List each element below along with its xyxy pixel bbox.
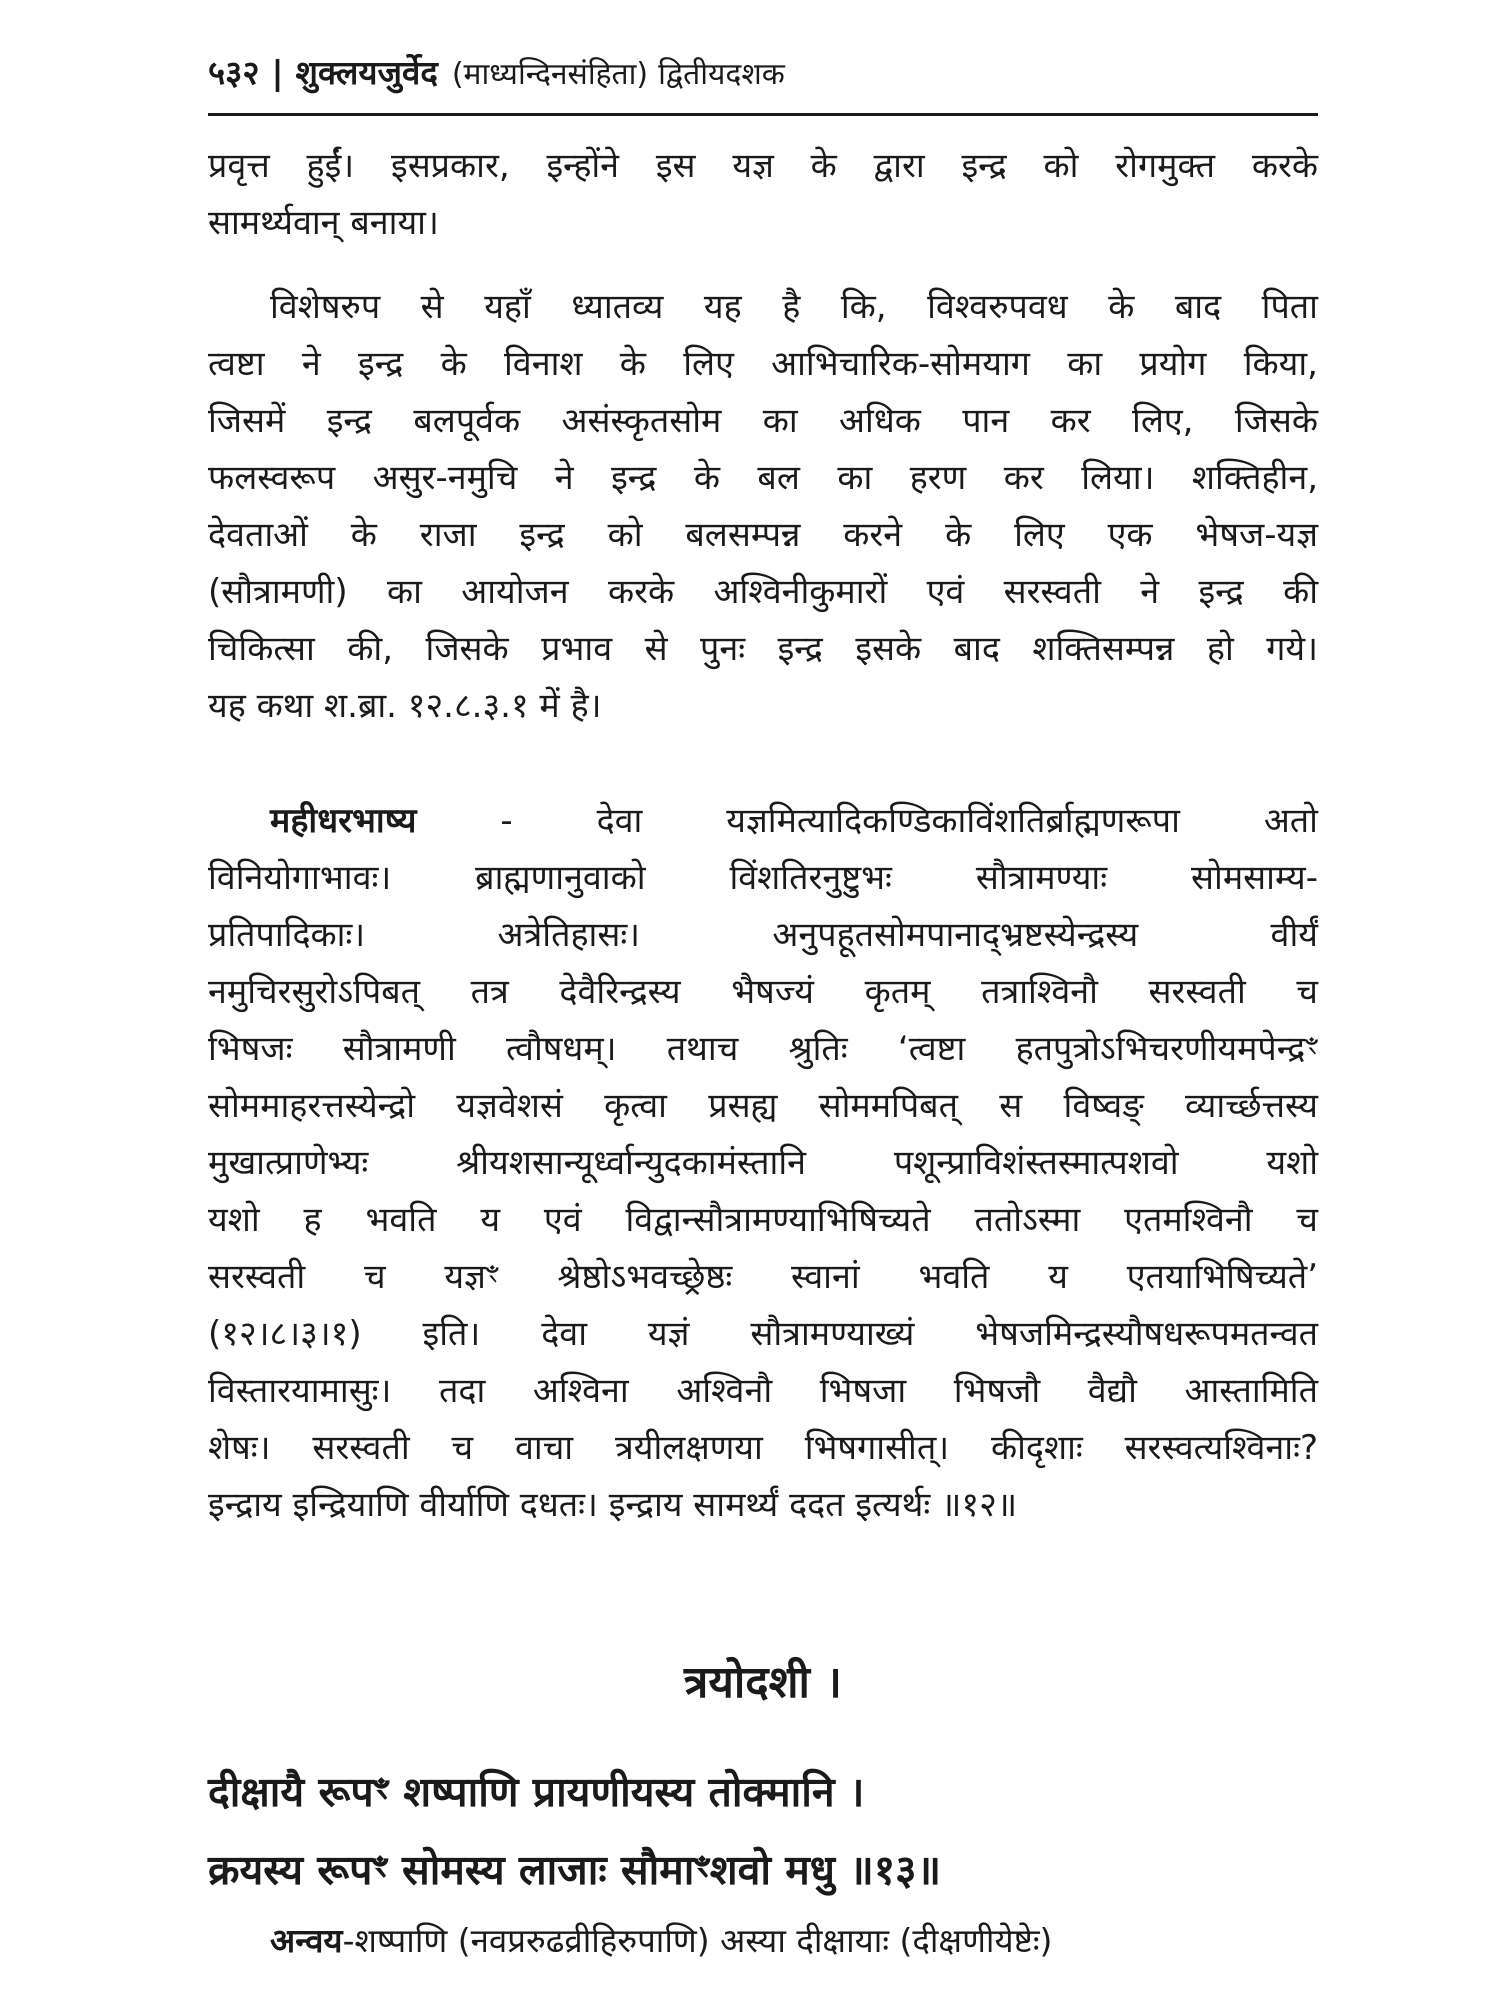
text-line: नमुचिरसुरोऽपिबत् तत्र देवैरिन्द्रस्य भैषज्यं कृतम् तत्राश्विनौ सरस्वती च [208, 972, 1318, 1012]
text-line: जिसमें इन्द्र बलपूर्वक असंस्कृतसोम का अधिक पान कर लिए, जिसके [208, 401, 1318, 441]
text-line: मुखात्प्राणेभ्यः श्रीयशसान्यूर्ध्वान्युदकामंस्तानि पशून्प्राविशंस्तस्मात्पशवो यशो [208, 1143, 1318, 1183]
text-line: चिकित्सा की, जिसके प्रभाव से पुनः इन्द्र इसके बाद शक्तिसम्पन्न हो गये। [208, 629, 1318, 669]
text-line: विशेषरुप से यहाँ ध्यातव्य यह है कि, विश्वरुपवध के बाद पिता [270, 287, 1318, 327]
text-line: देवताओं के राजा इन्द्र को बलसम्पन्न करने के लिए एक भेषज-यज्ञ [208, 515, 1318, 555]
text-line: सरस्वती च यज्ञꣳ श्रेष्ठोऽभवच्छ्रेष्ठः स्वानां भवति य एतयाभिषिच्यते’ [208, 1257, 1318, 1297]
running-head [208, 48, 1318, 100]
text-line: सामर्थ्यवान् बनाया। [208, 203, 439, 243]
text-line: यह कथा श.ब्रा. १२.८.३.१ में है। [208, 686, 602, 726]
commentary-label: महीधरभाष्य [270, 801, 417, 841]
anvaya-label: अन्वय [270, 1921, 343, 1960]
text-line: फलस्वरूप असुर-नमुचि ने इन्द्र के बल का हरण कर लिया। शक्तिहीन, [208, 458, 1318, 498]
text-line: (सौत्रामणी) का आयोजन करके अश्विनीकुमारों एवं सरस्वती ने इन्द्र की [208, 572, 1318, 612]
text-line: (१२।८।३।१) इति। देवा यज्ञं सौत्रामण्याख्यं भेषजमिन्द्रस्यौषधरूपमतन्वत [208, 1314, 1318, 1354]
text-line: सोममाहरत्तस्येन्द्रो यज्ञवेशसं कृत्वा प्रसह्य सोममपिबत् स विष्वङ् व्यार्च्छत्तस्य [208, 1086, 1318, 1126]
text-line: इन्द्राय इन्द्रियाणि वीर्याणि दधतः। इन्द्राय सामर्थ्यं ददत इत्यर्थः ॥१२॥ [208, 1485, 1018, 1525]
header-separator: | [271, 53, 284, 92]
section-title: त्रयोदशी । [684, 1657, 842, 1708]
recension-label: (माध्यन्दिनसंहिता) [451, 57, 649, 92]
paragraph-1 [208, 138, 1318, 252]
text-line: त्वष्टा ने इन्द्र के विनाश के लिए आभिचारिक-सोमयाग का प्रयोग किया, [208, 344, 1318, 384]
text-line: प्रतिपादिकाः। अत्रेतिहासः। अनुपहूतसोमपानाद्भ्रष्टस्येन्द्रस्य वीर्यं [208, 915, 1318, 955]
text-line: यशो ह भवति य एवं विद्वान्सौत्रामण्याभिषिच्यते ततोऽस्मा एतमश्विनौ च [208, 1200, 1318, 1240]
anvaya-line [208, 1916, 1318, 1966]
header-rule [208, 113, 1318, 116]
paragraph-mahidhara-bhashya [208, 793, 1318, 1534]
page-number: ५३२ [208, 53, 260, 92]
commentary-first-line: - देवा यज्ञमित्यादिकण्डिकाविंशतिर्ब्राह्मणरूपा अतो [416, 801, 1318, 841]
text-line: विनियोगाभावः। ब्राह्मणानुवाको विंशतिरनुष्टुभः सौत्रामण्याः सोमसाम्य- [208, 858, 1318, 898]
paragraph-2 [208, 279, 1318, 735]
text-line: विस्तारयामासुः। तदा अश्विना अश्विनौ भिषजा भिषजौ वैद्यौ आस्तामिति [208, 1371, 1318, 1411]
text-line [208, 793, 1318, 850]
text-line: शेषः। सरस्वती च वाचा त्रयीलक्षणया भिषगासीत्। कीदृशाः सरस्वत्यश्विनाः? [208, 1428, 1318, 1468]
text-line: प्रवृत्त हुईं। इसप्रकार, इन्होंने इस यज्ञ के द्वारा इन्द्र को रोगमुक्त करके [208, 146, 1318, 186]
section-label: द्वितीयदशक [658, 57, 785, 92]
text-line: भिषजः सौत्रामणी त्वौषधम्। तथाच श्रुतिः ‘त्वष्टा हतपुत्रोऽभिचरणीयमपेन्द्रꣳ [208, 1029, 1318, 1069]
mantra-line-2: क्रयस्य रूपꣳ सोमस्य लाजाः सौमाꣳशवो मधु ॥१३॥ [208, 1846, 942, 1894]
anvaya-text: -शष्पाणि (नवप्ररुढव्रीहिरुपाणि) अस्या दीक्षायाः (दीक्षणीयेष्टेः) [342, 1921, 1053, 1960]
book-title: शुक्लयजुर्वेद [295, 53, 438, 92]
mantra-line-1: दीक्षायै रूपꣳ शष्पाणि प्रायणीयस्य तोक्मानि । [208, 1768, 865, 1816]
